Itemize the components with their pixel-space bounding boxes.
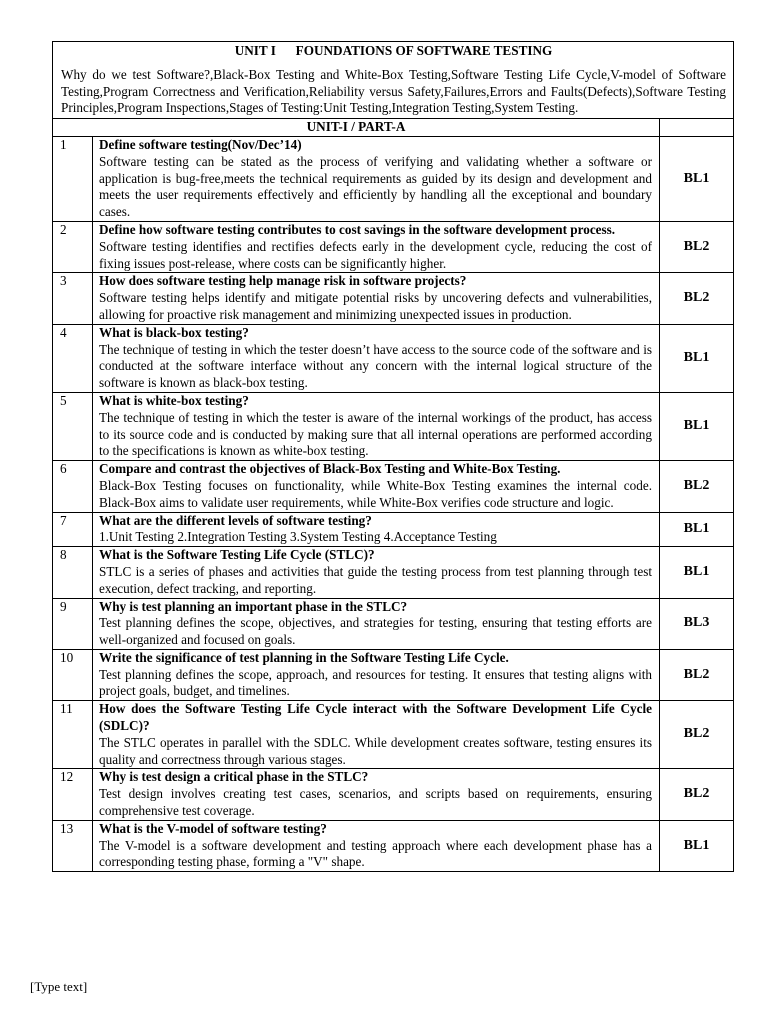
question-title: How does software testing help manage risk in software projects? (99, 273, 467, 289)
bloom-level: BL1 (660, 324, 734, 392)
bloom-level: BL1 (660, 512, 734, 547)
part-header-empty-cell (660, 119, 734, 137)
question-cell (93, 392, 660, 460)
question-cell (93, 701, 660, 769)
bloom-level: BL3 (660, 598, 734, 649)
question-number: 5 (53, 392, 93, 460)
question-answer: Software testing can be stated as the process of verifying and validating whether a software or application is bug-free,meets the technical requirements as guided by its design and development and meets the user requirements effectively and efficiently by handling all the exceptional and boundary cases. (99, 153, 652, 220)
question-row (53, 598, 734, 649)
question-row (53, 461, 734, 512)
question-cell (93, 273, 660, 324)
question-cell (93, 324, 660, 392)
unit-summary: Why do we test Software?,Black-Box Testing and White-Box Testing,Software Testing Life Cycle,V-model of Software Testing,Program Correctness and Verification,Reliability versus Safety,Failures,Errors and Faults(Defects),Software Testing Principles,Program Inspections,Stages of Testing:Unit Testing,Integration Testing,System Testing. (61, 66, 727, 116)
bloom-level: BL1 (660, 820, 734, 871)
question-number: 6 (53, 461, 93, 512)
question-answer: The technique of testing in which the tester doesn’t have access to the source code of the software and is conducted at the software interface without any concern with the internal logical structure of the software is known as black-box testing. (99, 341, 652, 391)
footer-text: [Type text] (30, 979, 88, 994)
part-header: UNIT-I / PART-A (53, 119, 660, 137)
question-title: Define how software testing contributes to cost savings in the software development process. (99, 221, 616, 237)
unit-title: UNIT I FOUNDATIONS OF SOFTWARE TESTING (234, 43, 553, 58)
question-number: 7 (53, 512, 93, 547)
question-answer: Black-Box Testing focuses on functionality, while White-Box Testing examines the internal code. Black-Box aims to validate user requirements, while White-Box verifies code structure and logic. (99, 477, 652, 510)
question-answer: The technique of testing in which the tester is aware of the internal workings of the product, has access to its source code and is conducted by making sure that all internal operations are performed according to the specifications is known as white-box testing. (99, 409, 652, 459)
bloom-level: BL2 (660, 649, 734, 700)
question-row (53, 221, 734, 272)
question-answer: Test planning defines the scope, objectives, and strategies for testing, ensuring that testing efforts are well-organized and focused on goals. (99, 615, 652, 648)
bloom-level: BL2 (660, 273, 734, 324)
question-number: 8 (53, 547, 93, 598)
question-cell (93, 547, 660, 598)
question-bank-table (52, 41, 734, 872)
question-number: 10 (53, 649, 93, 700)
question-row (53, 547, 734, 598)
question-answer: The STLC operates in parallel with the SDLC. While development creates software, testing ensures its quality and correctness through various stages. (99, 734, 652, 767)
question-row (53, 273, 734, 324)
question-number: 12 (53, 769, 93, 820)
question-answer: STLC is a series of phases and activities that guide the testing process from test planning through test execution, defect tracking, and reporting. (99, 563, 652, 596)
question-cell (93, 221, 660, 272)
question-answer: The V-model is a software development and testing approach where each development phase has a corresponding testing phase, forming a "V" shape. (99, 837, 652, 870)
question-row (53, 136, 734, 221)
question-title: Why is test design a critical phase in the STLC? (99, 769, 369, 785)
question-number: 3 (53, 273, 93, 324)
question-number: 13 (53, 820, 93, 871)
table-body (53, 42, 734, 872)
part-header-row (53, 119, 734, 137)
bloom-level: BL1 (660, 392, 734, 460)
question-cell (93, 598, 660, 649)
question-row (53, 820, 734, 871)
bloom-level: BL2 (660, 221, 734, 272)
question-row (53, 324, 734, 392)
question-title: What is black-box testing? (99, 324, 249, 340)
bloom-level: BL2 (660, 461, 734, 512)
unit-header-cell (53, 42, 734, 119)
question-answer: 1.Unit Testing 2.Integration Testing 3.System Testing 4.Acceptance Testing (99, 529, 497, 545)
question-title: Define software testing(Nov/Dec’14) (99, 136, 302, 152)
question-number: 9 (53, 598, 93, 649)
question-number: 2 (53, 221, 93, 272)
question-cell (93, 461, 660, 512)
bloom-level: BL1 (660, 547, 734, 598)
bloom-level: BL1 (660, 136, 734, 221)
question-title: What is white-box testing? (99, 392, 249, 408)
question-cell (93, 769, 660, 820)
question-cell (93, 820, 660, 871)
question-row (53, 769, 734, 820)
question-number: 11 (53, 701, 93, 769)
bloom-level: BL2 (660, 701, 734, 769)
question-row (53, 392, 734, 460)
question-title: How does the Software Testing Life Cycle interact with the Software Development Life Cycle (SDLC)? (99, 701, 652, 734)
question-answer: Test planning defines the scope, approach, and resources for testing. It ensures that testing aligns with project goals, budget, and timelines. (99, 666, 652, 699)
question-title: What is the Software Testing Life Cycle (STLC)? (99, 547, 375, 563)
question-cell (93, 512, 660, 547)
question-title: Compare and contrast the objectives of Black-Box Testing and White-Box Testing. (99, 461, 561, 477)
question-number: 1 (53, 136, 93, 221)
question-cell (93, 136, 660, 221)
question-row (53, 649, 734, 700)
unit-header-row (53, 42, 734, 119)
question-number: 4 (53, 324, 93, 392)
bloom-level: BL2 (660, 769, 734, 820)
question-answer: Software testing helps identify and mitigate potential risks by uncovering defects and vulnerabilities, allowing for proactive risk management and minimizing unexpected issues in production. (99, 290, 652, 322)
question-title: What is the V-model of software testing? (99, 820, 327, 836)
question-cell (93, 649, 660, 700)
question-row (53, 512, 734, 547)
question-title: What are the different levels of software testing? (99, 512, 372, 528)
question-row (53, 701, 734, 769)
question-title: Why is test planning an important phase in the STLC? (99, 598, 408, 614)
question-title: Write the significance of test planning in the Software Testing Life Cycle. (99, 649, 509, 665)
question-answer: Test design involves creating test cases, scenarios, and scripts based on requirements, ensuring comprehensive test coverage. (99, 786, 652, 819)
question-answer: Software testing identifies and rectifies defects early in the development cycle, reducing the cost of fixing issues post-release, where costs can be significantly higher. (99, 238, 652, 271)
